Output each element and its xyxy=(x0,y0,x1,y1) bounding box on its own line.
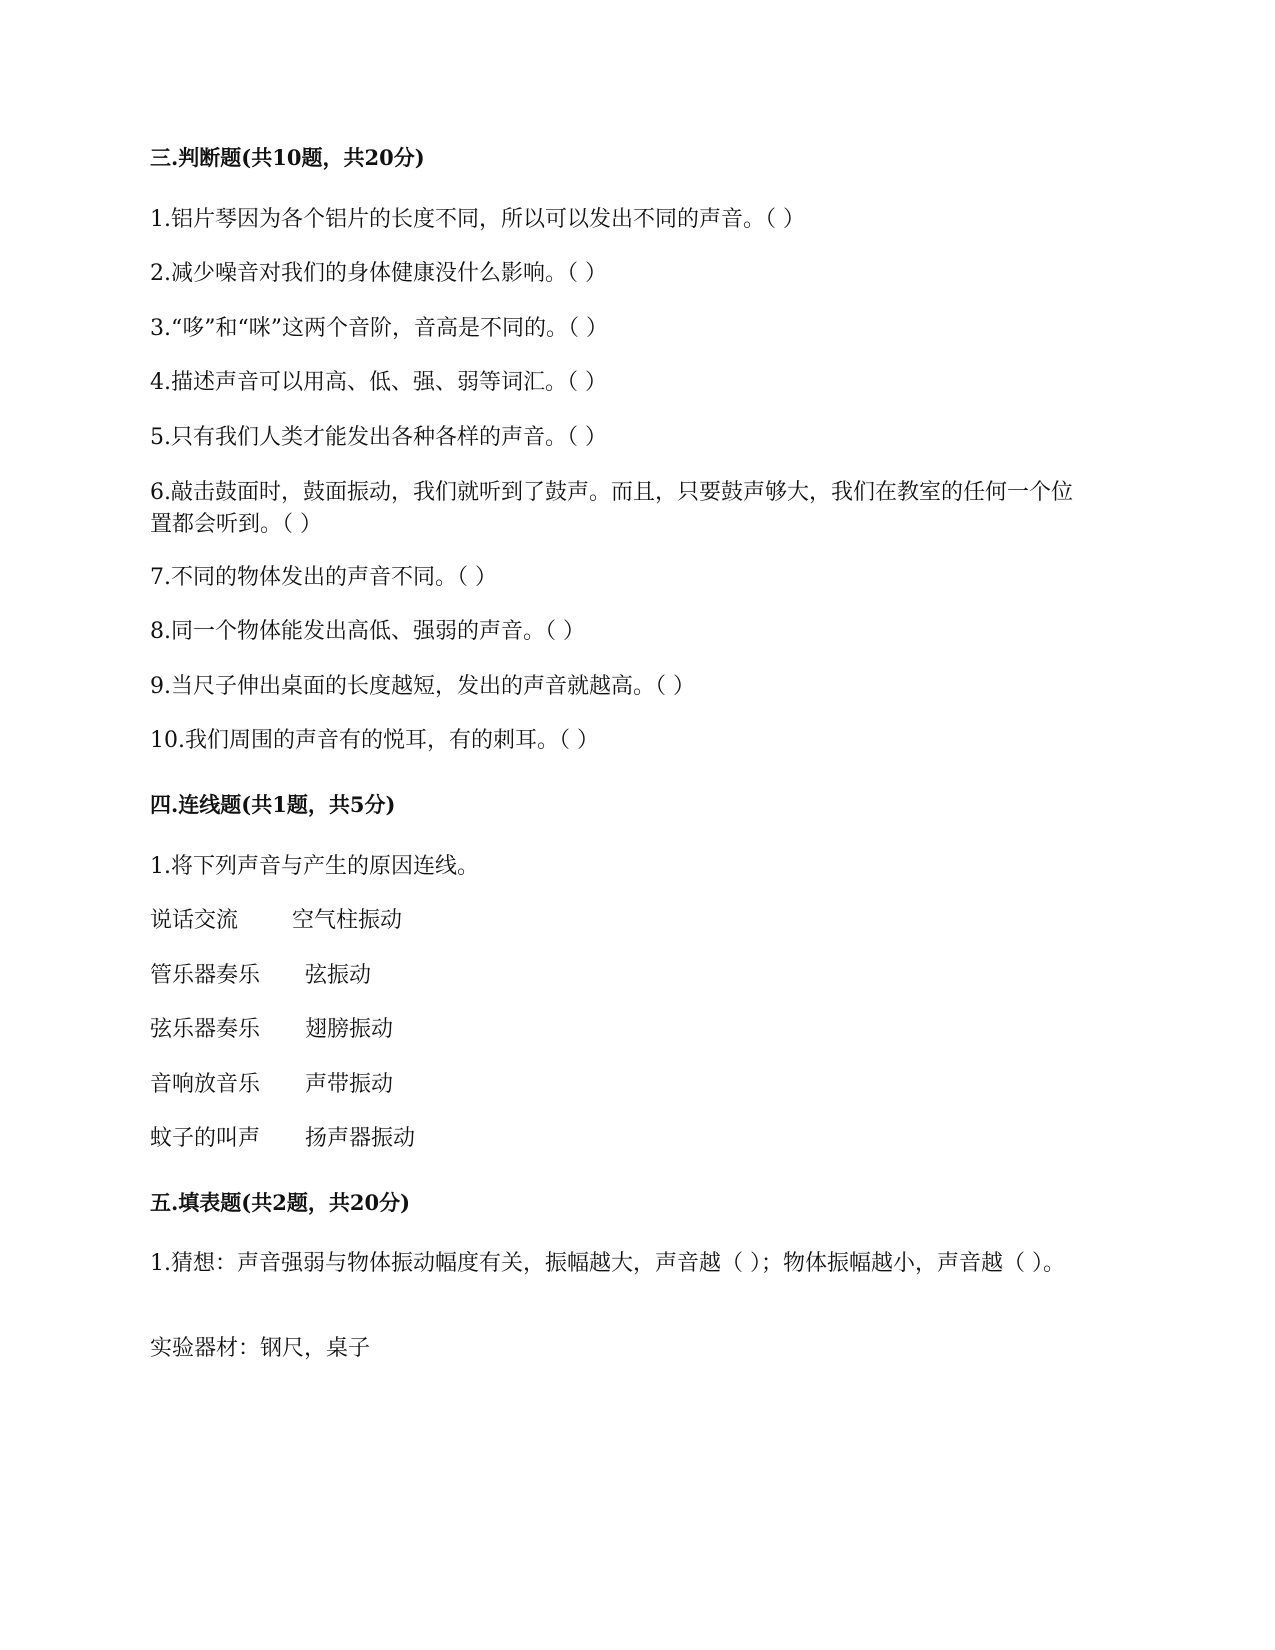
section-3-heading: 三.判断题(共10题，共20分) xyxy=(150,145,425,170)
matching-right-item: 弦振动 xyxy=(305,963,372,988)
judge-question-9: 9.当尺子伸出桌面的长度越短，发出的声音就越高。（ ） xyxy=(150,674,695,699)
judge-question-7: 7.不同的物体发出的声音不同。（ ） xyxy=(150,565,497,590)
section-4-heading: 四.连线题(共1题，共5分) xyxy=(150,792,396,817)
matching-left-item: 说话交流 xyxy=(150,908,239,933)
judge-question-1: 1.铝片琴因为各个铝片的长度不同，所以可以发出不同的声音。（ ） xyxy=(150,207,805,232)
matching-row xyxy=(150,960,1130,992)
matching-left-item: 蚊子的叫声 xyxy=(150,1126,261,1151)
matching-left-item: 管乐器奏乐 xyxy=(150,963,261,988)
fill-table-question: 1.猜想：声音强弱与物体振动幅度有关，振幅越大，声音越（ ）；物体振幅越小，声音越（ ）。 xyxy=(150,1251,1065,1276)
judge-question-5: 5.只有我们人类才能发出各种各样的声音。（ ） xyxy=(150,425,607,450)
matching-right-item: 扬声器振动 xyxy=(305,1126,416,1151)
judge-question-2: 2.减少噪音对我们的身体健康没什么影响。（ ） xyxy=(150,261,607,286)
matching-right-item: 空气柱振动 xyxy=(292,908,403,933)
judge-question-3: 3.“哆”和“咪”这两个音阶，音高是不同的。（ ） xyxy=(150,316,608,341)
matching-row xyxy=(150,1069,1130,1101)
matching-row xyxy=(150,1123,1130,1155)
matching-left-item: 弦乐器奏乐 xyxy=(150,1017,261,1042)
matching-left-item: 音响放音乐 xyxy=(150,1072,261,1097)
judge-question-4: 4.描述声音可以用高、低、强、弱等词汇。（ ） xyxy=(150,370,607,395)
section-5-heading: 五.填表题(共2题，共20分) xyxy=(150,1190,411,1215)
judge-question-6: 6.敲击鼓面时，鼓面振动，我们就听到了鼓声。而且，只要鼓声够大，我们在教室的任何一个位置都会听到。（ ） xyxy=(150,480,1073,537)
matching-row xyxy=(150,1014,1130,1046)
experiment-materials: 实验器材：钢尺，桌子 xyxy=(150,1336,371,1361)
judge-question-8: 8.同一个物体能发出高低、强弱的声音。（ ） xyxy=(150,619,585,644)
matching-row xyxy=(150,905,1130,937)
judge-question-10: 10.我们周围的声音有的悦耳，有的刺耳。（ ） xyxy=(150,728,599,753)
matching-right-item: 声带振动 xyxy=(305,1072,394,1097)
matching-question: 1.将下列声音与产生的原因连线。 xyxy=(150,854,479,879)
matching-right-item: 翅膀振动 xyxy=(305,1017,394,1042)
